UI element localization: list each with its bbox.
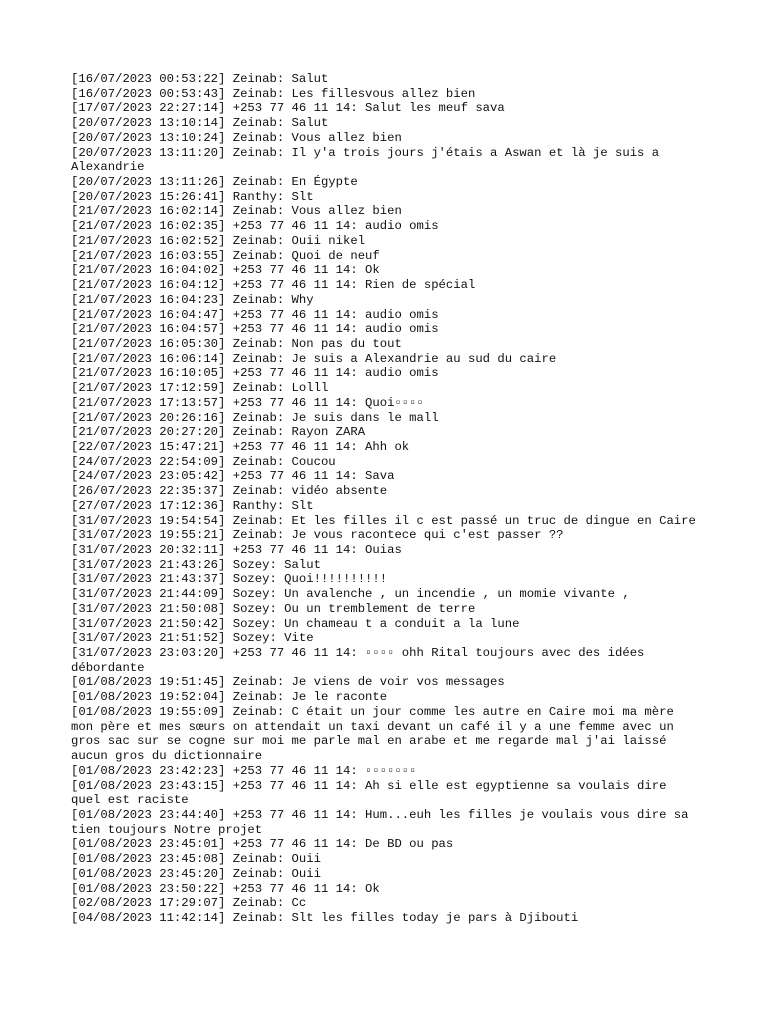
chat-message-line: [16/07/2023 00:53:22] Zeinab: Salut xyxy=(71,72,329,86)
chat-message-line: [21/07/2023 16:04:12] +253 77 46 11 14: Rien de spécial xyxy=(71,278,476,293)
chat-message-line: [31/07/2023 19:54:54] Zeinab: Et les filles il c est passé un truc de dingue en Caire xyxy=(71,513,696,528)
chat-message-line: [04/08/2023 11:42:14] Zeinab: Slt les filles today je pars à Djibouti xyxy=(71,910,579,925)
chat-message-line: [01/08/2023 23:43:15] +253 77 46 11 14: Ah si elle est egyptienne sa voulais dire quel est raciste xyxy=(71,778,674,808)
chat-message-line: [21/07/2023 17:13:57] +253 77 46 11 14: Quoi▫▫▫▫ xyxy=(71,395,424,410)
chat-message-line: [01/08/2023 19:55:09] Zeinab: C était un jour comme les autre en Caire moi ma mère mon père et mes sœurs on attendait un taxi devant un café il y a une femme avec un gros sac sur se cogne sur moi me parle mal en arabe et me regarde mal j'ai laissé aucun gros du dictionnaire xyxy=(71,704,682,764)
chat-message-line: [21/07/2023 20:26:16] Zeinab: Je suis dans le mall xyxy=(71,410,439,425)
chat-message-line: [01/08/2023 23:45:01] +253 77 46 11 14: De BD ou pas xyxy=(71,837,454,852)
chat-message-line: [22/07/2023 15:47:21] +253 77 46 11 14: Ahh ok xyxy=(71,439,410,454)
chat-message-line: [01/08/2023 23:42:23] +253 77 46 11 14: ▫▫▫▫▫▫▫ xyxy=(71,763,417,778)
chat-message-line: [26/07/2023 22:35:37] Zeinab: vidéo absente xyxy=(71,484,388,499)
chat-message-line: [01/08/2023 23:50:22] +253 77 46 11 14: Ok xyxy=(71,881,380,896)
chat-message-line: [31/07/2023 21:51:52] Sozey: Vite xyxy=(71,631,314,646)
chat-message-line: [21/07/2023 16:10:05] +253 77 46 11 14: audio omis xyxy=(71,366,439,381)
chat-message-line: [01/08/2023 23:45:20] Zeinab: Ouii xyxy=(71,866,321,881)
chat-message-line: [20/07/2023 13:10:24] Zeinab: Vous allez bien xyxy=(71,130,402,145)
chat-message-line: [21/07/2023 17:12:59] Zeinab: Lolll xyxy=(71,381,329,396)
chat-message-line: [21/07/2023 16:04:23] Zeinab: Why xyxy=(71,292,314,307)
chat-message-line: [21/07/2023 16:04:57] +253 77 46 11 14: audio omis xyxy=(71,322,439,337)
chat-message-line: [31/07/2023 21:50:08] Sozey: Ou un tremblement de terre xyxy=(71,601,476,616)
chat-message-line: [20/07/2023 13:10:14] Zeinab: Salut xyxy=(71,116,329,131)
chat-message-line: [31/07/2023 19:55:21] Zeinab: Je vous racontece qui c'est passer ?? xyxy=(71,528,564,543)
chat-message-line: [31/07/2023 21:43:37] Sozey: Quoi!!!!!!!!!! xyxy=(71,572,388,587)
chat-message-line: [21/07/2023 16:02:35] +253 77 46 11 14: audio omis xyxy=(71,219,439,234)
chat-message-line: [16/07/2023 00:53:43] Zeinab: Les fillesvous allez bien xyxy=(71,86,476,101)
chat-message-line: [01/08/2023 19:51:45] Zeinab: Je viens de voir vos messages xyxy=(71,675,505,690)
chat-message-line: [17/07/2023 22:27:14] +253 77 46 11 14: Salut les meuf sava xyxy=(71,101,505,116)
chat-message-line: [31/07/2023 21:50:42] Sozey: Un chameau t a conduit a la lune xyxy=(71,616,520,631)
chat-message-line: [21/07/2023 16:05:30] Zeinab: Non pas du tout xyxy=(71,336,402,351)
chat-message-line: [21/07/2023 16:04:47] +253 77 46 11 14: audio omis xyxy=(71,307,439,322)
chat-message-line: [20/07/2023 13:11:20] Zeinab: Il y'a trois jours j'étais a Aswan et là je suis a Alexandrie xyxy=(71,145,667,175)
chat-message-line: [27/07/2023 17:12:36] Ranthy: Slt xyxy=(71,498,314,513)
chat-message-line: [01/08/2023 23:44:40] +253 77 46 11 14: Hum...euh les filles je voulais vous dire sa tien toujours Notre projet xyxy=(71,807,696,837)
chat-message-line: [01/08/2023 23:45:08] Zeinab: Ouii xyxy=(71,852,321,867)
chat-message-line: [21/07/2023 16:04:02] +253 77 46 11 14: Ok xyxy=(71,263,380,278)
chat-message-line: [21/07/2023 16:06:14] Zeinab: Je suis a Alexandrie au sud du caire xyxy=(71,351,557,366)
chat-message-line: [31/07/2023 23:03:20] +253 77 46 11 14: ▫▫▫▫ ohh Rital toujours avec des idées débordante xyxy=(71,646,652,675)
chat-transcript-page xyxy=(71,72,699,926)
chat-message-line: [02/08/2023 17:29:07] Zeinab: Cc xyxy=(71,896,307,911)
chat-message-line: [21/07/2023 16:02:52] Zeinab: Ouii nikel xyxy=(71,233,366,248)
chat-message-line: [31/07/2023 21:43:26] Sozey: Salut xyxy=(71,557,321,572)
chat-message-line: [01/08/2023 19:52:04] Zeinab: Je le raconte xyxy=(71,690,388,705)
chat-message-line: [24/07/2023 22:54:09] Zeinab: Coucou xyxy=(71,454,336,469)
chat-message-line: [31/07/2023 20:32:11] +253 77 46 11 14: Ouias xyxy=(71,543,402,557)
chat-message-line: [20/07/2023 15:26:41] Ranthy: Slt xyxy=(71,189,314,204)
chat-message-line: [21/07/2023 16:02:14] Zeinab: Vous allez bien xyxy=(71,204,402,219)
chat-message-line: [20/07/2023 13:11:26] Zeinab: En Égypte xyxy=(71,175,358,190)
chat-message-line: [21/07/2023 20:27:20] Zeinab: Rayon ZARA xyxy=(71,425,366,440)
chat-message-line: [21/07/2023 16:03:55] Zeinab: Quoi de neuf xyxy=(71,248,380,263)
chat-log xyxy=(71,72,699,926)
chat-message-line: [31/07/2023 21:44:09] Sozey: Un avalenche , un incendie , un momie vivante , xyxy=(71,587,630,602)
chat-message-line: [24/07/2023 23:05:42] +253 77 46 11 14: Sava xyxy=(71,469,395,484)
